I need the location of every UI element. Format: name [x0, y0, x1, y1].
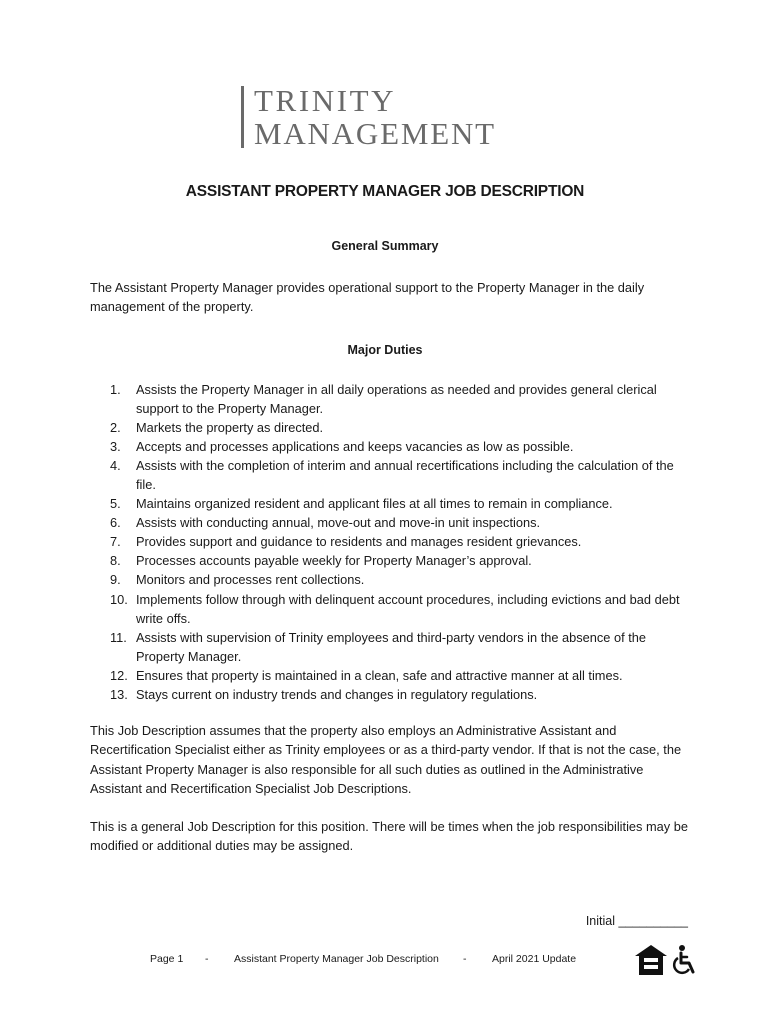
duty-number: 7.	[110, 534, 121, 550]
logo-line-trinity: TRINITY	[254, 83, 397, 118]
duty-text: Ensures that property is maintained in a clean, safe and attractive manner at all times.	[136, 667, 623, 683]
duty-item	[110, 437, 695, 456]
duty-item	[110, 666, 695, 685]
duty-item	[110, 380, 695, 418]
duty-text: Implements follow through with delinquent account procedures, including evictions and bad debt write offs.	[136, 591, 680, 626]
duty-number: 13.	[110, 686, 128, 702]
footer-separator: -	[205, 953, 209, 965]
duty-number: 10.	[110, 591, 128, 607]
assumption-paragraph: This Job Description assumes that the property also employs an Administrative Assistant and Recertification Specialist either as Trinity employees or as a third-party vendor. If that is not the case, the Assistant Property Manager is also responsible for all such duties as outlined in the Administrative Assistant and Recertification Specialist Job Descriptions.	[90, 723, 682, 796]
duty-number: 8.	[110, 553, 121, 569]
duty-item	[110, 570, 695, 589]
accessibility-icon	[672, 944, 698, 976]
duty-item	[110, 418, 695, 437]
duty-item	[110, 532, 695, 551]
duty-item	[110, 551, 695, 570]
duty-number: 12.	[110, 667, 128, 683]
duty-item	[110, 494, 695, 513]
duty-number: 4.	[110, 458, 121, 474]
duty-text: Assists with conducting annual, move-out and move-in unit inspections.	[136, 515, 541, 531]
footer-separator: -	[463, 953, 467, 965]
duty-text: Maintains organized resident and applicant files at all times to remain in compliance.	[136, 496, 613, 512]
duty-text: Assists the Property Manager in all daily operations as needed and provides general clerical support to the Property Manager.	[136, 382, 657, 417]
equal-housing-icon	[634, 944, 668, 976]
initial-line: Initial __________	[585, 914, 688, 928]
general-summary-heading: General Summary	[331, 239, 439, 253]
logo-line-management: MANAGEMENT	[254, 116, 496, 151]
duty-text: Provides support and guidance to residents and manages resident grievances.	[136, 534, 582, 550]
duty-number: 3.	[110, 439, 121, 455]
duty-item	[110, 456, 695, 494]
duty-number: 5.	[110, 496, 121, 512]
duty-text: Assists with supervision of Trinity employees and third-party vendors in the absence of the Property Manager.	[136, 629, 646, 664]
duty-text: Monitors and processes rent collections.	[136, 572, 365, 588]
footer-date: April 2021 Update	[492, 953, 577, 965]
major-duties-heading: Major Duties	[347, 343, 423, 357]
logo-divider-bar	[241, 86, 244, 148]
major-duties-list	[110, 380, 695, 704]
duty-text: Assists with the completion of interim and annual recertifications including the calculation of the file.	[136, 458, 674, 493]
footer-icons	[634, 944, 698, 976]
logo-wordmark	[254, 83, 496, 151]
duty-text: Markets the property as directed.	[136, 420, 324, 436]
duty-item	[110, 590, 695, 628]
duty-number: 6.	[110, 515, 121, 531]
duty-item	[110, 685, 695, 704]
general-paragraph: This is a general Job Description for this position. There will be times when the job responsibilities may be modified or additional duties may be assigned.	[90, 819, 688, 854]
document-title: ASSISTANT PROPERTY MANAGER JOB DESCRIPTION	[185, 183, 585, 200]
duty-text: Processes accounts payable weekly for Property Manager’s approval.	[136, 553, 532, 569]
duty-item	[110, 513, 695, 532]
duty-number: 9.	[110, 572, 121, 588]
footer-page-number: Page 1	[150, 953, 184, 965]
footer-document-name: Assistant Property Manager Job Description	[234, 953, 439, 965]
general-summary-text: The Assistant Property Manager provides operational support to the Property Manager in the daily management of the property.	[90, 280, 645, 315]
duty-text: Stays current on industry trends and changes in regulatory regulations.	[136, 686, 538, 702]
duty-number: 1.	[110, 382, 121, 397]
duty-text: Accepts and processes applications and keeps vacancies as low as possible.	[136, 439, 574, 455]
duty-number: 11.	[110, 629, 127, 645]
duty-item	[110, 628, 695, 666]
trinity-management-logo	[241, 83, 496, 151]
duty-number: 2.	[110, 420, 121, 436]
